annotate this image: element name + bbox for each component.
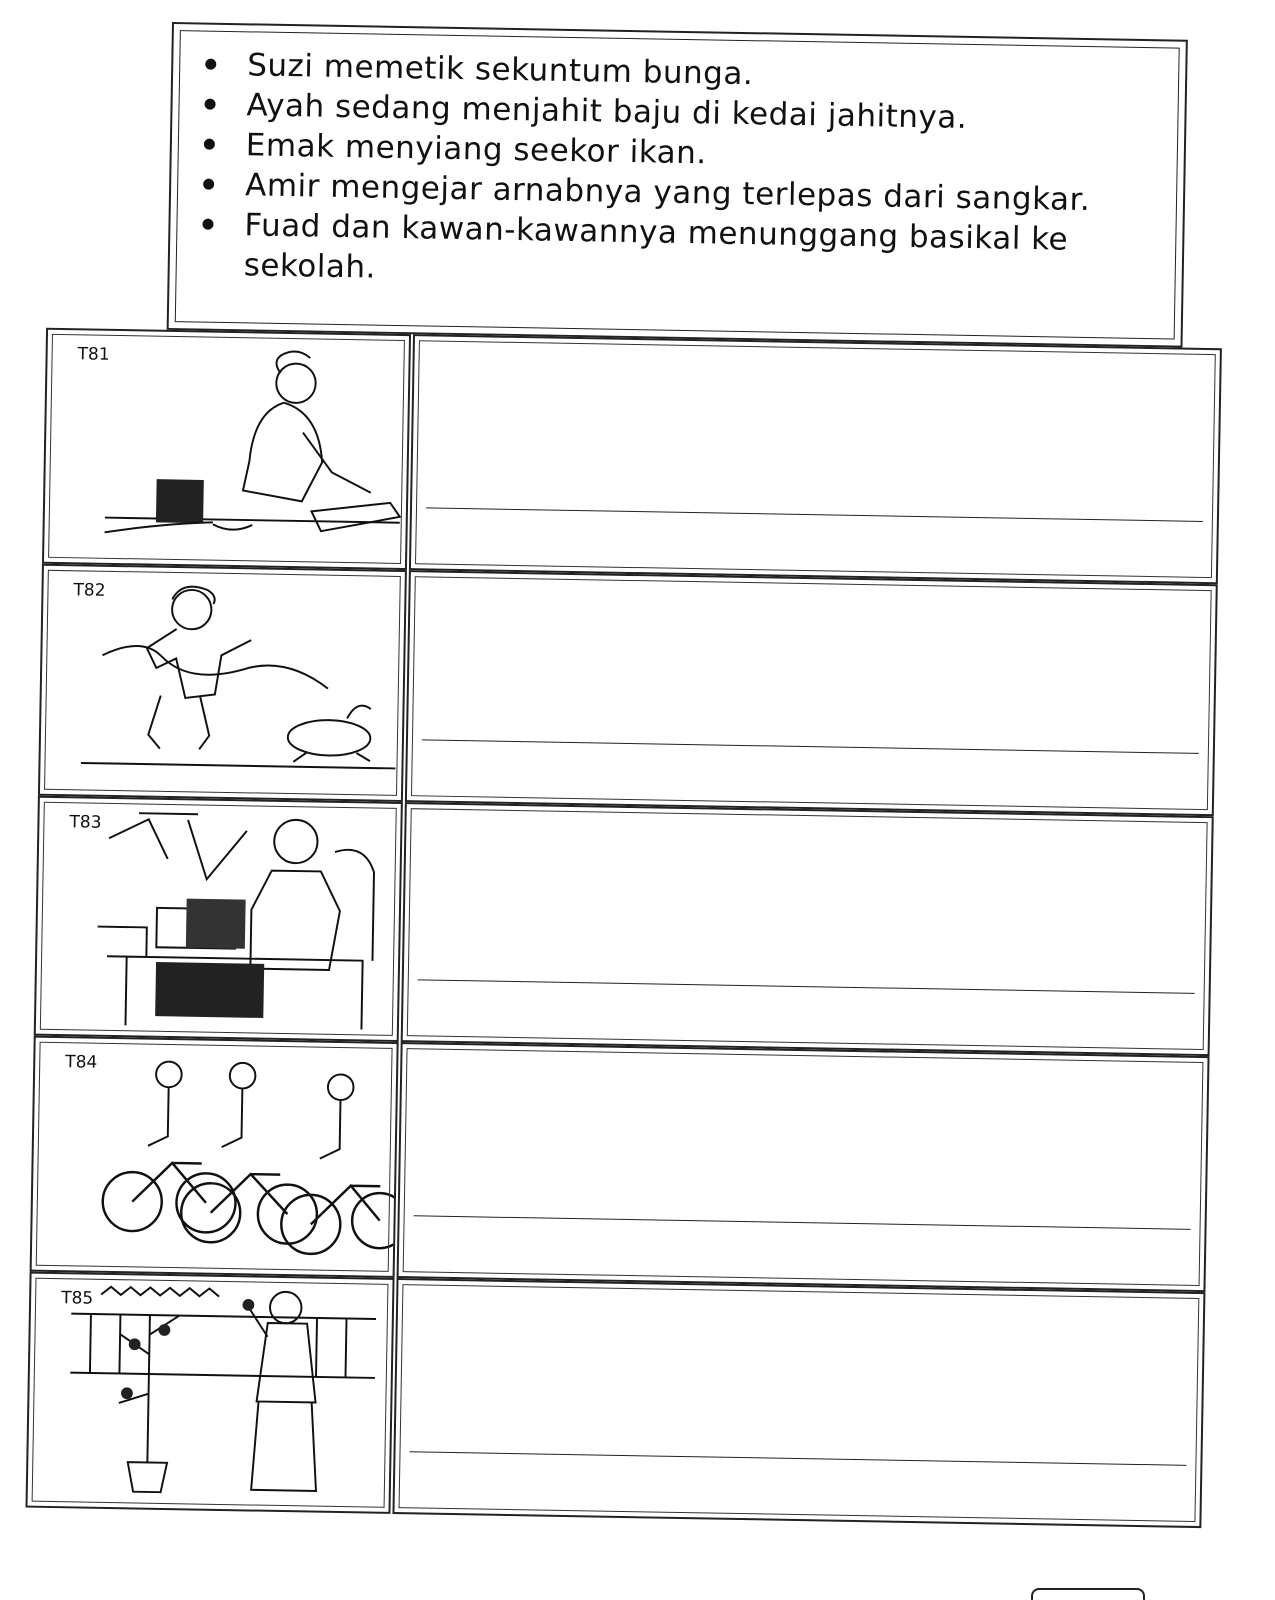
picture-cell [30,1036,399,1278]
row-label: T84 [65,1052,98,1073]
answer-line [418,979,1195,994]
answer-cell[interactable] [397,1042,1210,1292]
answer-line [426,507,1203,522]
sentence-text: Amir mengejar arnabnya yang terlepas dari sangkar. [244,167,1091,219]
sentence-text: Fuad dan kawan-kawannya menunggang basikal ke sekolah. [243,207,1069,286]
bullet-icon [204,99,215,110]
worksheet-row [30,1036,1210,1292]
picture-cell [42,328,411,570]
boy-chasing-rabbit-icon [40,566,405,800]
girl-picking-flower-icon [28,1274,393,1512]
sentence-item [199,205,1142,301]
row-label: T85 [60,1288,94,1309]
bullet-icon [204,139,215,150]
answer-cell[interactable] [401,802,1214,1056]
row-label: T83 [69,812,102,833]
sentence-item [202,85,1145,141]
sentence-list [199,45,1145,301]
picture-cell [34,796,403,1042]
sentence-box [167,22,1188,348]
picture-cell [38,564,407,802]
answer-line [414,1215,1191,1230]
answer-cell[interactable] [405,570,1218,816]
page-corner-mark [1031,1588,1145,1600]
woman-cleaning-fish-icon [44,330,409,568]
picture-cell [25,1272,394,1514]
children-cycling-icon [32,1038,397,1276]
sentence-text: Suzi memetik sekuntum bunga. [246,47,754,93]
sentence-item [201,165,1144,221]
answer-cell[interactable] [392,1278,1205,1528]
worksheet-row [38,564,1218,816]
bullet-icon [203,179,214,190]
sentence-item [203,45,1146,101]
worksheet-row [42,328,1222,584]
sentence-text: Ayah sedang menjahit baju di kedai jahitnya. [246,87,968,136]
sentence-text: Emak menyiang seekor ikan. [245,127,707,172]
answer-line [410,1451,1187,1466]
man-sewing-machine-icon [36,798,401,1040]
bullet-icon [202,219,213,230]
answer-line [422,739,1199,754]
worksheet-table [24,328,1221,1590]
row-label: T81 [77,344,110,365]
bullet-icon [205,59,216,70]
worksheet-row [34,796,1214,1056]
answer-cell[interactable] [409,334,1222,584]
row-label: T82 [73,580,106,601]
worksheet-row [25,1272,1205,1528]
sentence-item [202,125,1145,181]
